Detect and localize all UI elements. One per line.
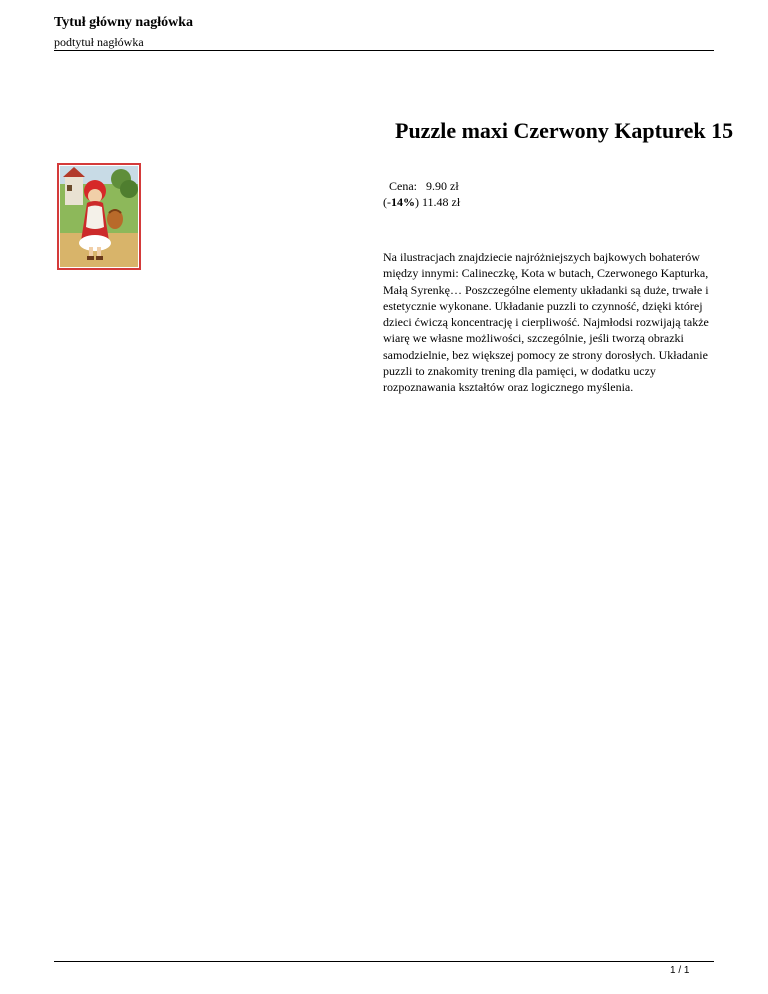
price-value: 9.90 zł bbox=[426, 179, 459, 193]
page-number: 1 / 1 bbox=[670, 965, 690, 976]
red-riding-hood-puzzle-image bbox=[57, 163, 141, 270]
discount-percent: 14% bbox=[391, 195, 415, 209]
discount-open: (- bbox=[383, 195, 391, 209]
product-title: Puzzle maxi Czerwony Kapturek 15 bbox=[395, 118, 734, 143]
discount-line bbox=[383, 194, 460, 210]
product-image bbox=[57, 163, 141, 270]
product-description: Na ilustracjach znajdziecie najróżniejszych bajkowych bohaterów między innymi: Calineczkę, Kota w butach, Czerwonego Kapturka, Małą Syrenkę… Poszczególne elementy układanki są duże, trwałe i estetycznie wykonane. Układanie puzzli to czynność, dzięki której dzieci ćwiczą koncentrację i cierpliwość. Najmłodsi rozwijają także wiarę we własne możliwości, szczególnie, jeśli tworzą obrazki samodzielnie, bez większej pomocy ze strony dorosłych. Układanie puzzli to znakomity trening dla pamięci, w dodatku uczy rozpoznawania kształtów oraz logicznego myślenia. bbox=[383, 250, 709, 395]
header-divider bbox=[54, 50, 714, 51]
price-line bbox=[383, 178, 459, 194]
price-label: Cena: bbox=[389, 179, 417, 193]
header-subtitle: podtytuł nagłówka bbox=[54, 35, 144, 49]
old-price: 11.48 zł bbox=[422, 195, 461, 209]
header-title: Tytuł główny nagłówka bbox=[54, 15, 193, 30]
footer-divider bbox=[54, 961, 714, 962]
discount-close: ) bbox=[415, 195, 419, 209]
